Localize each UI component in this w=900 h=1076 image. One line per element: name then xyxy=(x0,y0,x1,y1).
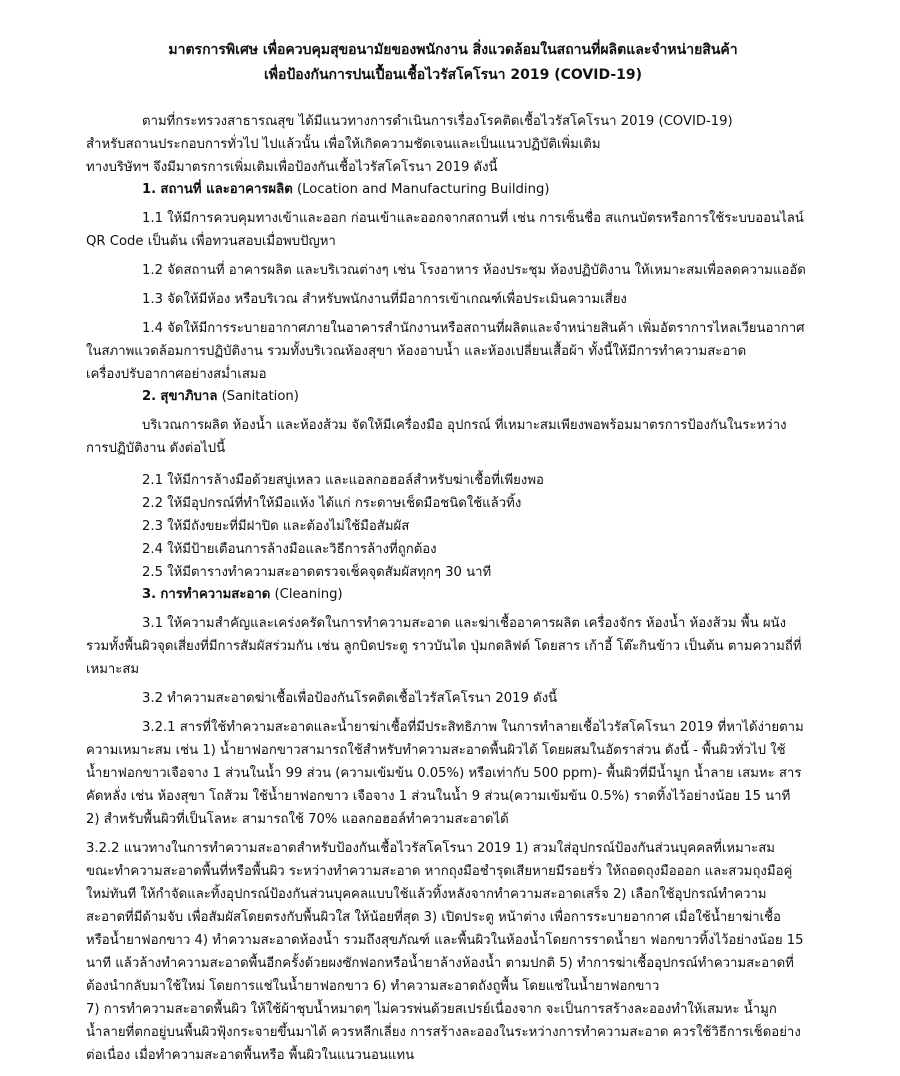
intro-line: ทางบริษัทฯ จึงมีมาตรการเพิ่มเติมเพื่อป้องกันเชื้อไวรัสโคโรนา 2019 ดังนี้ xyxy=(86,160,498,175)
item-line: ต่อเนื่อง เมื่อทำความสะอาดพื้นหรือ พื้นผิวในแนวนอนแทน xyxy=(86,1048,415,1063)
list-item: 2.5 ให้มีตารางทำความสะอาดตรวจเช็คจุดสัมผัสทุกๆ 30 นาที xyxy=(142,565,492,580)
list-item: 2.4 ให้มีป้ายเตือนการล้างมือและวิธีการล้างที่ถูกต้อง xyxy=(142,542,437,557)
item-line: ขณะทำความสะอาดพื้นที่หรือพื้นผิว ระหว่างทำความสะอาด หากถุงมือชำรุดเสียหายมีรอยรั่ว ให้ถอดถุงมือออก และสวมถุงมือคู่ xyxy=(86,864,793,879)
item-line: นาที แล้วล้างทำความสะอาดพื้นอีกครั้งด้วยผงซักฟอกหรือน้ำยาล้างห้องน้ำ ตามปกติ 5) ทำการฆ่าเชื้ออุปกรณ์ทำความสะอาดที่ xyxy=(86,956,794,971)
item-line: คัดหลั่ง เช่น ห้องสุขา โถส้วม ใช้น้ำยาฟอกขาว เจือจาง 1 ส่วนในน้ำ 9 ส่วน(ความเข้มข้น 0.5%) ราดทิ้งไว้อย่างน้อย 15 นาที xyxy=(86,789,791,804)
list-item xyxy=(86,612,820,681)
item-line: ความเหมาะสม เช่น 1) น้ำยาฟอกขาวสามารถใช้สำหรับทำความสะอาดพื้นผิวได้ โดยผสมในอัตราส่วน ดังนี้ - พื้นผิวทั่วไป ใช้ xyxy=(86,743,786,758)
title-line-2: เพื่อป้องกันการปนเปื้อนเชื้อไวรัสโคโรนา 2019 (COVID-19) xyxy=(263,67,643,83)
list-item xyxy=(86,837,820,1067)
section-title-th: สถานที่ และอาคารผลิต xyxy=(160,182,293,197)
section-number: 2. xyxy=(142,389,157,404)
section-heading xyxy=(86,386,820,408)
item-line: 3.2.2 แนวทางในการทำความสะอาดสำหรับป้องกันเชื้อไวรัสโคโรนา 2019 1) สวมใส่อุปกรณ์ป้องกันส่วนบุคคลที่เหมาะสม xyxy=(86,841,775,856)
list-item: 2.1 ให้มีการล้างมือด้วยสบู่เหลว และแอลกอฮอล์สำหรับฆ่าเชื้อที่เพียงพอ xyxy=(142,473,544,488)
section-heading xyxy=(86,179,820,201)
item-line: ต้องนำกลับมาใช้ใหม่ โดยการแช่ในน้ำยาฟอกขาว 6) ทำความสะอาดถังถูพื้น โดยแช่ในน้ำยาฟอกขาว xyxy=(86,979,660,994)
item-line: ใหม่ทันที ให้กำจัดและทิ้งอุปกรณ์ป้องกันส่วนบุคคลแบบใช้แล้วทิ้งหลังจากทำความสะอาดเสร็จ 2) เลือกใช้อุปกรณ์ทำความ xyxy=(86,887,767,902)
item-line: หรือน้ำยาฟอกขาว 4) ทำความสะอาดห้องน้ำ รวมถึงสุขภัณฑ์ และพื้นผิวในห้องน้ำโดยการราดน้ำยา ฟอกขาวทิ้งไว้อย่างน้อย 15 xyxy=(86,933,804,948)
list-item xyxy=(86,259,820,282)
item-line: น้ำลายที่ตกอยู่บนพื้นผิวฟุ้งกระจายขึ้นมาได้ ควรหลีกเลี่ยง การสร้างละอองในระหว่างการทำความสะอาด ควรใช้วิธีการเช็ดอย่าง xyxy=(86,1025,801,1040)
item-line: 1.3 จัดให้มีห้อง หรือบริเวณ สำหรับพนักงานที่มีอาการเข้าเกณฑ์เพื่อประเมินความเสี่ยง xyxy=(142,292,627,307)
item-line: QR Code เป็นต้น เพื่อทวนสอบเมื่อพบปัญหา xyxy=(86,234,336,249)
intro-line: ตามที่กระทรวงสาธารณสุข ได้มีแนวทางการดำเนินการเรื่องโรคติดเชื้อไวรัสโคโรนา 2019 (COVID-19) xyxy=(142,114,733,129)
document-title xyxy=(86,38,820,88)
item-line: 1.1 ให้มีการควบคุมทางเข้าและออก ก่อนเข้าและออกจากสถานที่ เช่น การเซ็นชื่อ สแกนบัตรหรือการใช้ระบบออนไลน์ xyxy=(142,211,804,226)
title-line-1: มาตรการพิเศษ เพื่อควบคุมสุขอนามัยของพนักงาน สิ่งแวดล้อมในสถานที่ผลิตและจำหน่ายสินค้า xyxy=(168,42,738,58)
item-line: ในสภาพแวดล้อมการปฏิบัติงาน รวมทั้งบริเวณห้องสุขา ห้องอาบน้ำ และห้องเปลี่ยนเสื้อผ้า ทั้งนี้ให้มีการทำความสะอาด xyxy=(86,344,747,359)
item-line: 1.4 จัดให้มีการระบายอากาศภายในอาคารสำนักงานหรือสถานที่ผลิตและจำหน่ายสินค้า เพิ่มอัตราการไหลเวียนอากาศ xyxy=(142,321,805,336)
item-line: 3.1 ให้ความสำคัญและเคร่งครัดในการทำความสะอาด และฆ่าเชื้ออาคารผลิต เครื่องจักร ห้องน้ำ ห้องส้วม พื้น ผนัง xyxy=(142,616,787,631)
section-title-en: (Location and Manufacturing Building) xyxy=(297,182,550,197)
item-line: สะอาดที่มีด้ามจับ เพื่อสัมผัสโดยตรงกับพื้นผิวใส ให้น้อยที่สุด 3) เปิดประตู หน้าต่าง เพื่อการระบายอากาศ เมื่อใช้น้ำยาฆ่าเชื้อ xyxy=(86,910,781,925)
item-line: 7) การทำความสะอาดพื้นผิว ให้ใช้ผ้าชุบน้ำหมาดๆ ไม่ควรพ่นด้วยสเปรย์เนื่องจาก จะเป็นการสร้างละอองทำให้เสมหะ น้ำมูก xyxy=(86,1002,777,1017)
list-item xyxy=(86,317,820,386)
item-line: 1.2 จัดสถานที่ อาคารผลิต และบริเวณต่างๆ เช่น โรงอาหาร ห้องประชุม ห้องปฏิบัติงาน ให้เหมาะสมเพื่อลดความแออัด xyxy=(142,263,806,278)
section-title-th: การทำความสะอาด xyxy=(160,587,271,602)
item-line: น้ำยาฟอกขาวเจือจาง 1 ส่วนในน้ำ 99 ส่วน (ความเข้มข้น 0.05%) หรือเท่ากับ 500 ppm)- พื้นผิวที่มีน้ำมูก น้ำลาย เสมหะ สาร xyxy=(86,766,802,781)
list-item: 2.3 ให้มีถังขยะที่มีฝาปิด และต้องไม่ใช้มือสัมผัส xyxy=(142,519,410,534)
list-item xyxy=(86,716,820,831)
item-line: 3.2.1 สารที่ใช้ทำความสะอาดและน้ำยาฆ่าเชื้อที่มีประสิทธิภาพ ในการทำลายเชื้อไวรัสโคโรนา 2019 ที่หาได้ง่ายตาม xyxy=(142,720,804,735)
section-number: 3. xyxy=(142,587,157,602)
intro-paragraph xyxy=(86,110,820,179)
section-title-en: (Cleaning) xyxy=(274,587,343,602)
item-line: 2) สำหรับพื้นผิวที่เป็นโลหะ สามารถใช้ 70% แอลกอฮอล์ทำความสะอาดได้ xyxy=(86,812,509,827)
list-item: 2.2 ให้มีอุปกรณ์ที่ทำให้มือแห้ง ได้แก่ กระดาษเช็ดมือชนิดใช้แล้วทิ้ง xyxy=(142,496,522,511)
item-line: การปฏิบัติงาน ดังต่อไปนี้ xyxy=(86,441,226,456)
intro-line: สำหรับสถานประกอบการทั่วไป ไปแล้วนั้น เพื่อให้เกิดความชัดเจนและเป็นแนวปฏิบัติเพิ่มเติม xyxy=(86,137,601,152)
section-title-en: (Sanitation) xyxy=(221,389,299,404)
item-line: บริเวณการผลิต ห้องน้ำ และห้องส้วม จัดให้มีเครื่องมือ อุปกรณ์ ที่เหมาะสมเพียงพอพร้อมมาตรการป้องกันในระหว่าง xyxy=(142,418,787,433)
item-line: เครื่องปรับอากาศอย่างสม่ำเสมอ xyxy=(86,367,267,382)
section-title-th: สุขาภิบาล xyxy=(160,389,218,404)
item-line: เหมาะสม xyxy=(86,662,140,677)
list-item: 3.2 ทำความสะอาดฆ่าเชื้อเพื่อป้องกันโรคติดเชื้อไวรัสโคโรนา 2019 ดังนี้ xyxy=(142,691,558,706)
list-item xyxy=(86,288,820,311)
section-heading xyxy=(86,584,820,606)
section-number: 1. xyxy=(142,182,157,197)
list-item xyxy=(86,207,820,253)
item-line: รวมทั้งพื้นผิวจุดเสี่ยงที่มีการสัมผัสร่วมกัน เช่น ลูกบิดประตู ราวบันได ปุ่มกดลิฟต์ โดยสาร เก้าอี้ โต๊ะกินข้าว เป็นต้น ตามความถี่ที่ xyxy=(86,639,802,654)
section-intro xyxy=(86,414,820,460)
